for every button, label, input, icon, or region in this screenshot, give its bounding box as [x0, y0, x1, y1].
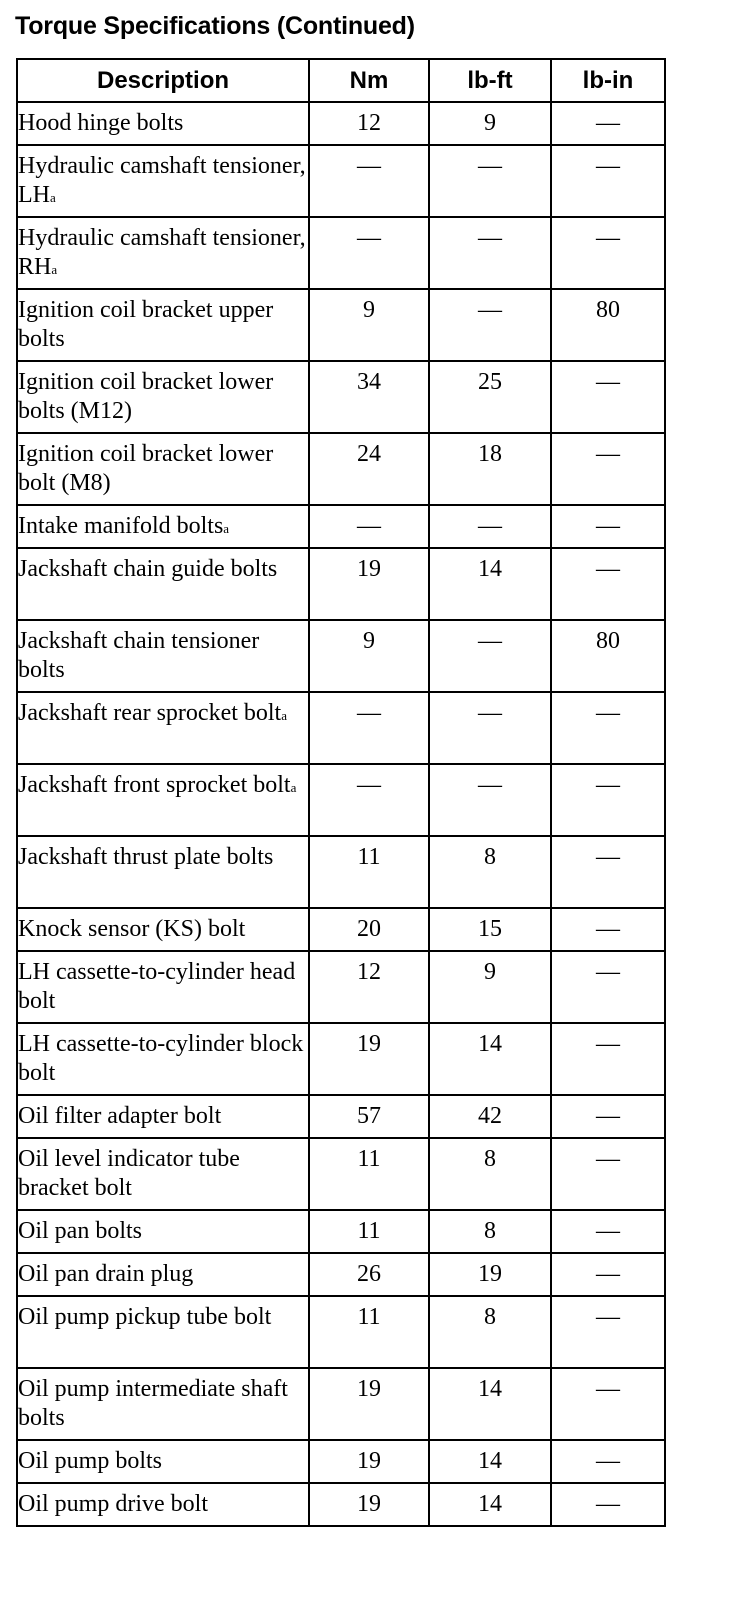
header-description: Description	[17, 59, 309, 102]
cell-lb-in: —	[551, 1023, 665, 1095]
header-lb-in: lb-in	[551, 59, 665, 102]
cell-description	[17, 361, 309, 433]
cell-description	[17, 548, 309, 620]
description-text: Ignition coil bracket upper bolts	[18, 297, 274, 352]
cell-nm: 11	[309, 1210, 429, 1253]
cell-description	[17, 764, 309, 836]
cell-lb-in: —	[551, 908, 665, 951]
footnote-marker: a	[50, 190, 56, 205]
cell-description	[17, 102, 309, 145]
page-title: Torque Specifications (Continued)	[15, 12, 415, 40]
cell-lb-in: —	[551, 1483, 665, 1526]
cell-lb-ft: 8	[429, 1138, 551, 1210]
cell-lb-in: —	[551, 361, 665, 433]
table-row	[17, 1253, 665, 1296]
torque-spec-table	[16, 58, 666, 1527]
cell-lb-ft: —	[429, 289, 551, 361]
table-row	[17, 1210, 665, 1253]
cell-nm: 9	[309, 620, 429, 692]
cell-nm: 12	[309, 102, 429, 145]
cell-lb-in: —	[551, 1138, 665, 1210]
cell-nm: 12	[309, 951, 429, 1023]
table-row	[17, 1095, 665, 1138]
description-text: Oil level indicator tube bracket bolt	[18, 1146, 240, 1201]
cell-lb-in: —	[551, 836, 665, 908]
description-text: Jackshaft chain tensioner bolts	[18, 628, 260, 683]
description-text: Intake manifold bolts	[18, 513, 224, 539]
cell-lb-in: —	[551, 1210, 665, 1253]
cell-nm: 11	[309, 1138, 429, 1210]
cell-description	[17, 951, 309, 1023]
table-row	[17, 217, 665, 289]
footnote-marker: a	[51, 262, 58, 277]
table-row	[17, 836, 665, 908]
description-text: Hydraulic camshaft tensioner, LH	[18, 153, 306, 208]
description-text: LH cassette-to-cylinder block bolt	[18, 1031, 304, 1086]
cell-lb-ft: 14	[429, 1368, 551, 1440]
table-row	[17, 1023, 665, 1095]
cell-nm: 11	[309, 836, 429, 908]
table-row	[17, 1138, 665, 1210]
footnote-marker: a	[223, 521, 230, 536]
cell-lb-ft: 25	[429, 361, 551, 433]
cell-lb-in: 80	[551, 620, 665, 692]
cell-nm: —	[309, 692, 429, 764]
cell-lb-ft: 8	[429, 836, 551, 908]
cell-description	[17, 1023, 309, 1095]
table-row	[17, 102, 665, 145]
table-row	[17, 289, 665, 361]
cell-nm: 19	[309, 1483, 429, 1526]
table-row	[17, 1368, 665, 1440]
cell-description	[17, 289, 309, 361]
cell-lb-in: —	[551, 433, 665, 505]
cell-nm: 19	[309, 548, 429, 620]
cell-lb-ft: 8	[429, 1296, 551, 1368]
description-text: Hood hinge bolts	[18, 110, 184, 136]
cell-nm: 34	[309, 361, 429, 433]
table-row	[17, 505, 665, 548]
cell-lb-in: 80	[551, 289, 665, 361]
cell-nm: —	[309, 145, 429, 217]
cell-description	[17, 1483, 309, 1526]
cell-lb-in: —	[551, 1440, 665, 1483]
cell-nm: 20	[309, 908, 429, 951]
cell-description	[17, 692, 309, 764]
cell-lb-in: —	[551, 548, 665, 620]
cell-description	[17, 1253, 309, 1296]
cell-nm: —	[309, 217, 429, 289]
description-text: Jackshaft rear sprocket bolt	[18, 700, 282, 726]
cell-nm: 57	[309, 1095, 429, 1138]
table-row	[17, 1483, 665, 1526]
cell-lb-ft: 8	[429, 1210, 551, 1253]
description-text: Oil pump intermediate shaft bolts	[18, 1376, 288, 1431]
cell-description	[17, 1210, 309, 1253]
description-text: Ignition coil bracket lower bolts (M12)	[18, 369, 274, 424]
cell-description	[17, 908, 309, 951]
header-nm: Nm	[309, 59, 429, 102]
footnote-marker: a	[290, 780, 297, 795]
cell-lb-in: —	[551, 1253, 665, 1296]
cell-nm: 9	[309, 289, 429, 361]
cell-lb-ft: 42	[429, 1095, 551, 1138]
cell-nm: —	[309, 764, 429, 836]
cell-lb-ft: 15	[429, 908, 551, 951]
table-row	[17, 908, 665, 951]
cell-lb-ft: —	[429, 217, 551, 289]
description-text: LH cassette-to-cylinder head bolt	[18, 959, 296, 1014]
description-text: Jackshaft chain guide bolts	[18, 556, 278, 582]
cell-nm: —	[309, 505, 429, 548]
cell-description	[17, 1138, 309, 1210]
cell-description	[17, 620, 309, 692]
cell-lb-ft: 9	[429, 102, 551, 145]
cell-description	[17, 217, 309, 289]
description-text: Oil filter adapter bolt	[18, 1103, 222, 1129]
cell-lb-ft: —	[429, 692, 551, 764]
cell-nm: 24	[309, 433, 429, 505]
footnote-marker: a	[281, 708, 288, 723]
description-text: Knock sensor (KS) bolt	[18, 916, 246, 942]
cell-nm: 19	[309, 1440, 429, 1483]
cell-lb-in: —	[551, 1095, 665, 1138]
table-row	[17, 548, 665, 620]
cell-lb-ft: —	[429, 505, 551, 548]
cell-lb-ft: —	[429, 764, 551, 836]
description-text: Oil pan drain plug	[18, 1261, 194, 1287]
table-row	[17, 1296, 665, 1368]
cell-nm: 26	[309, 1253, 429, 1296]
cell-lb-ft: 14	[429, 548, 551, 620]
table-header-row	[17, 59, 665, 102]
description-text: Hydraulic camshaft tensioner, RH	[18, 225, 306, 280]
cell-description	[17, 1296, 309, 1368]
cell-description	[17, 433, 309, 505]
cell-lb-in: —	[551, 692, 665, 764]
table-row	[17, 692, 665, 764]
description-text: Oil pump pickup tube bolt	[18, 1304, 272, 1330]
table-row	[17, 764, 665, 836]
table-row	[17, 433, 665, 505]
cell-lb-in: —	[551, 764, 665, 836]
cell-lb-in: —	[551, 951, 665, 1023]
table-row	[17, 1440, 665, 1483]
description-text: Oil pump drive bolt	[18, 1491, 208, 1517]
cell-description	[17, 145, 309, 217]
cell-description	[17, 1095, 309, 1138]
description-text: Jackshaft front sprocket bolt	[18, 772, 291, 798]
cell-lb-in: —	[551, 1296, 665, 1368]
cell-description	[17, 836, 309, 908]
cell-description	[17, 1368, 309, 1440]
table-row	[17, 361, 665, 433]
cell-lb-ft: 18	[429, 433, 551, 505]
description-text: Oil pump bolts	[18, 1448, 163, 1474]
header-lb-ft: lb-ft	[429, 59, 551, 102]
table-body	[17, 102, 665, 1526]
cell-nm: 11	[309, 1296, 429, 1368]
cell-description	[17, 505, 309, 548]
cell-lb-in: —	[551, 217, 665, 289]
cell-nm: 19	[309, 1023, 429, 1095]
cell-lb-ft: 9	[429, 951, 551, 1023]
description-text: Ignition coil bracket lower bolt (M8)	[18, 441, 274, 496]
cell-lb-ft: —	[429, 145, 551, 217]
cell-nm: 19	[309, 1368, 429, 1440]
description-text: Oil pan bolts	[18, 1218, 142, 1244]
description-text: Jackshaft thrust plate bolts	[18, 844, 274, 870]
table-row	[17, 951, 665, 1023]
table-row	[17, 620, 665, 692]
cell-lb-ft: —	[429, 620, 551, 692]
cell-lb-in: —	[551, 145, 665, 217]
cell-lb-ft: 19	[429, 1253, 551, 1296]
cell-lb-in: —	[551, 102, 665, 145]
cell-description	[17, 1440, 309, 1483]
cell-lb-ft: 14	[429, 1023, 551, 1095]
cell-lb-in: —	[551, 1368, 665, 1440]
cell-lb-ft: 14	[429, 1440, 551, 1483]
cell-lb-in: —	[551, 505, 665, 548]
table-row	[17, 145, 665, 217]
cell-lb-ft: 14	[429, 1483, 551, 1526]
